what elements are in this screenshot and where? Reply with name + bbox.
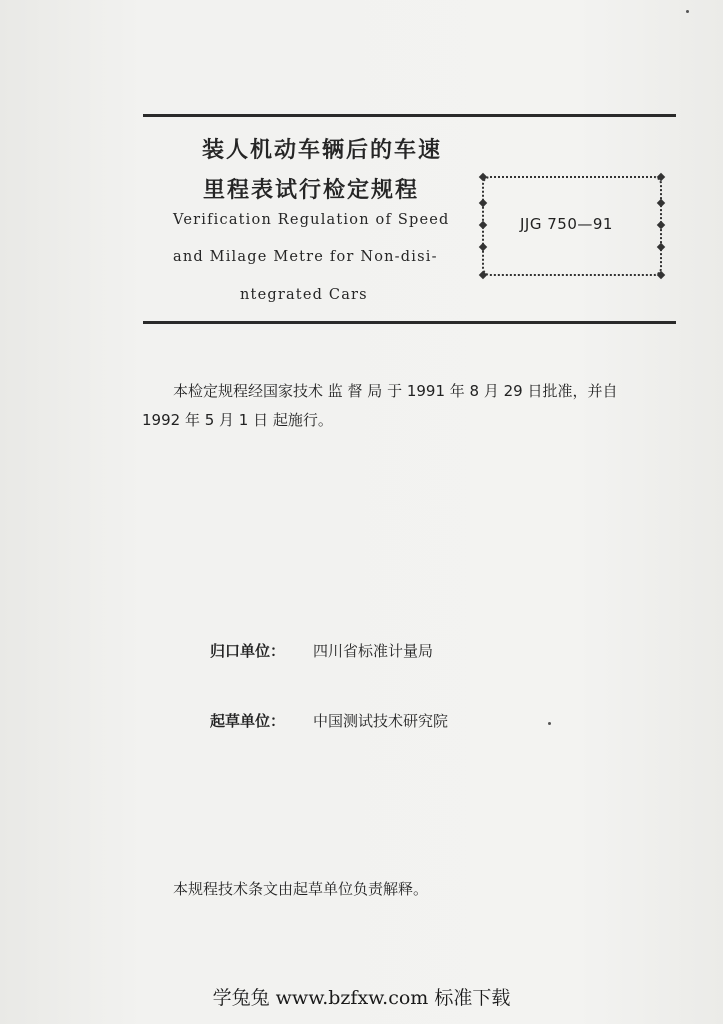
responsible-unit-value: 四川省标准计量局 [313,642,434,660]
approval-statement-line2: 1992 年 5 月 1 日 起施行。 [142,411,333,429]
drafting-unit-label: 起草单位： [210,712,286,730]
middle-rule [143,321,676,324]
interpretation-note: 本规程技术条文由起草单位负责解释。 [173,880,429,898]
print-speck [548,722,551,725]
responsible-unit-label: 归口单位： [210,642,286,660]
approval-statement-line1: 本检定规程经国家技术 监 督 局 于 1991 年 8 月 29 日批准，并自 [173,382,618,400]
regulation-code: JJG 750—91 [520,215,613,233]
title-cn-line2: 里程表试行检定规程 [203,178,420,203]
drafting-unit-value: 中国测试技术研究院 [313,712,449,730]
title-en-line2: and Milage Metre for Non-disi- [173,249,438,265]
title-en-line1: Verification Regulation of Speed [173,212,450,228]
site-watermark: 学兔兔 www.bzfxw.com 标准下载 [212,987,511,1009]
top-rule [143,114,676,117]
print-speck [686,10,689,13]
title-cn-line1: 装人机动车辆后的车速 [202,138,443,163]
title-en-line3: ntegrated Cars [240,287,368,303]
